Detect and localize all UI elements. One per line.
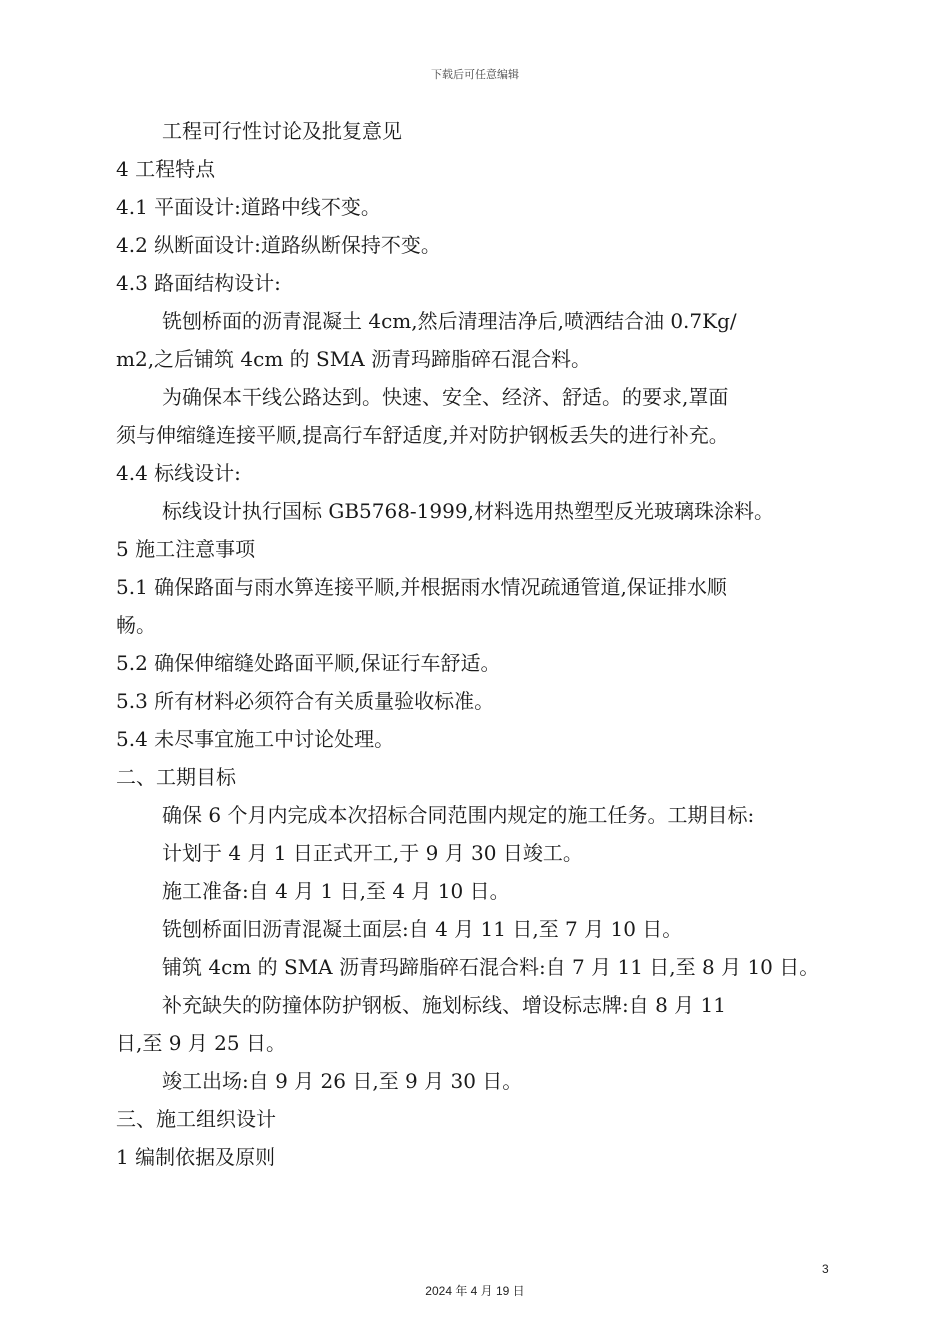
paragraph-line: 5.1 确保路面与雨水箅连接平顺,并根据雨水情况疏通管道,保证排水顺 [116, 575, 727, 599]
paragraph-line: 计划于 4 月 1 日正式开工,于 9 月 30 日竣工。 [162, 841, 583, 865]
section-heading: 4 工程特点 [116, 157, 216, 181]
page-header: 下载后可任意编辑 [431, 68, 519, 81]
paragraph-line: 5.2 确保伸缩缝处路面平顺,保证行车舒适。 [116, 651, 501, 675]
paragraph-line: 铣刨桥面的沥青混凝土 4cm,然后清理洁净后,喷洒结合油 0.7Kg/ [162, 309, 737, 333]
paragraph-line: 确保 6 个月内完成本次招标合同范围内规定的施工任务。工期目标: [162, 803, 755, 827]
section-heading: 二、工期目标 [116, 765, 236, 789]
section-heading: 1 编制依据及原则 [116, 1145, 276, 1169]
schedule-item: 补充缺失的防撞体防护钢板、施划标线、增设标志牌:自 8 月 11 [162, 993, 726, 1017]
paragraph-line: 4.2 纵断面设计:道路纵断保持不变。 [116, 233, 441, 257]
paragraph-line: 5.3 所有材料必须符合有关质量验收标准。 [116, 689, 495, 713]
footer-date: 2024 年 4 月 19 日 [425, 1284, 525, 1298]
page-number: 3 [822, 1262, 829, 1276]
paragraph-line: m2,之后铺筑 4cm 的 SMA 沥青玛蹄脂碎石混合料。 [116, 347, 591, 371]
paragraph-line: 4.4 标线设计: [116, 461, 241, 485]
document-body [116, 112, 846, 1176]
schedule-item: 日,至 9 月 25 日。 [116, 1031, 286, 1055]
paragraph-line: 5.4 未尽事宜施工中讨论处理。 [116, 727, 395, 751]
paragraph-line: 为确保本干线公路达到。快速、安全、经济、舒适。的要求,罩面 [162, 385, 729, 409]
schedule-item: 铺筑 4cm 的 SMA 沥青玛蹄脂碎石混合料:自 7 月 11 日,至 8 月 10 日。 [162, 955, 820, 979]
paragraph-line: 工程可行性讨论及批复意见 [162, 119, 402, 143]
section-heading: 三、施工组织设计 [116, 1107, 276, 1131]
paragraph-line: 标线设计执行国标 GB5768-1999,材料选用热塑型反光玻璃珠涂料。 [162, 499, 774, 523]
section-heading: 5 施工注意事项 [116, 537, 256, 561]
paragraph-line: 4.1 平面设计:道路中线不变。 [116, 195, 381, 219]
schedule-item: 竣工出场:自 9 月 26 日,至 9 月 30 日。 [162, 1069, 523, 1093]
paragraph-line: 4.3 路面结构设计: [116, 271, 281, 295]
paragraph-line: 畅。 [116, 613, 156, 637]
schedule-item: 铣刨桥面旧沥青混凝土面层:自 4 月 11 日,至 7 月 10 日。 [162, 917, 683, 941]
paragraph-line: 须与伸缩缝连接平顺,提高行车舒适度,并对防护钢板丢失的进行补充。 [116, 423, 729, 447]
schedule-item: 施工准备:自 4 月 1 日,至 4 月 10 日。 [162, 879, 510, 903]
